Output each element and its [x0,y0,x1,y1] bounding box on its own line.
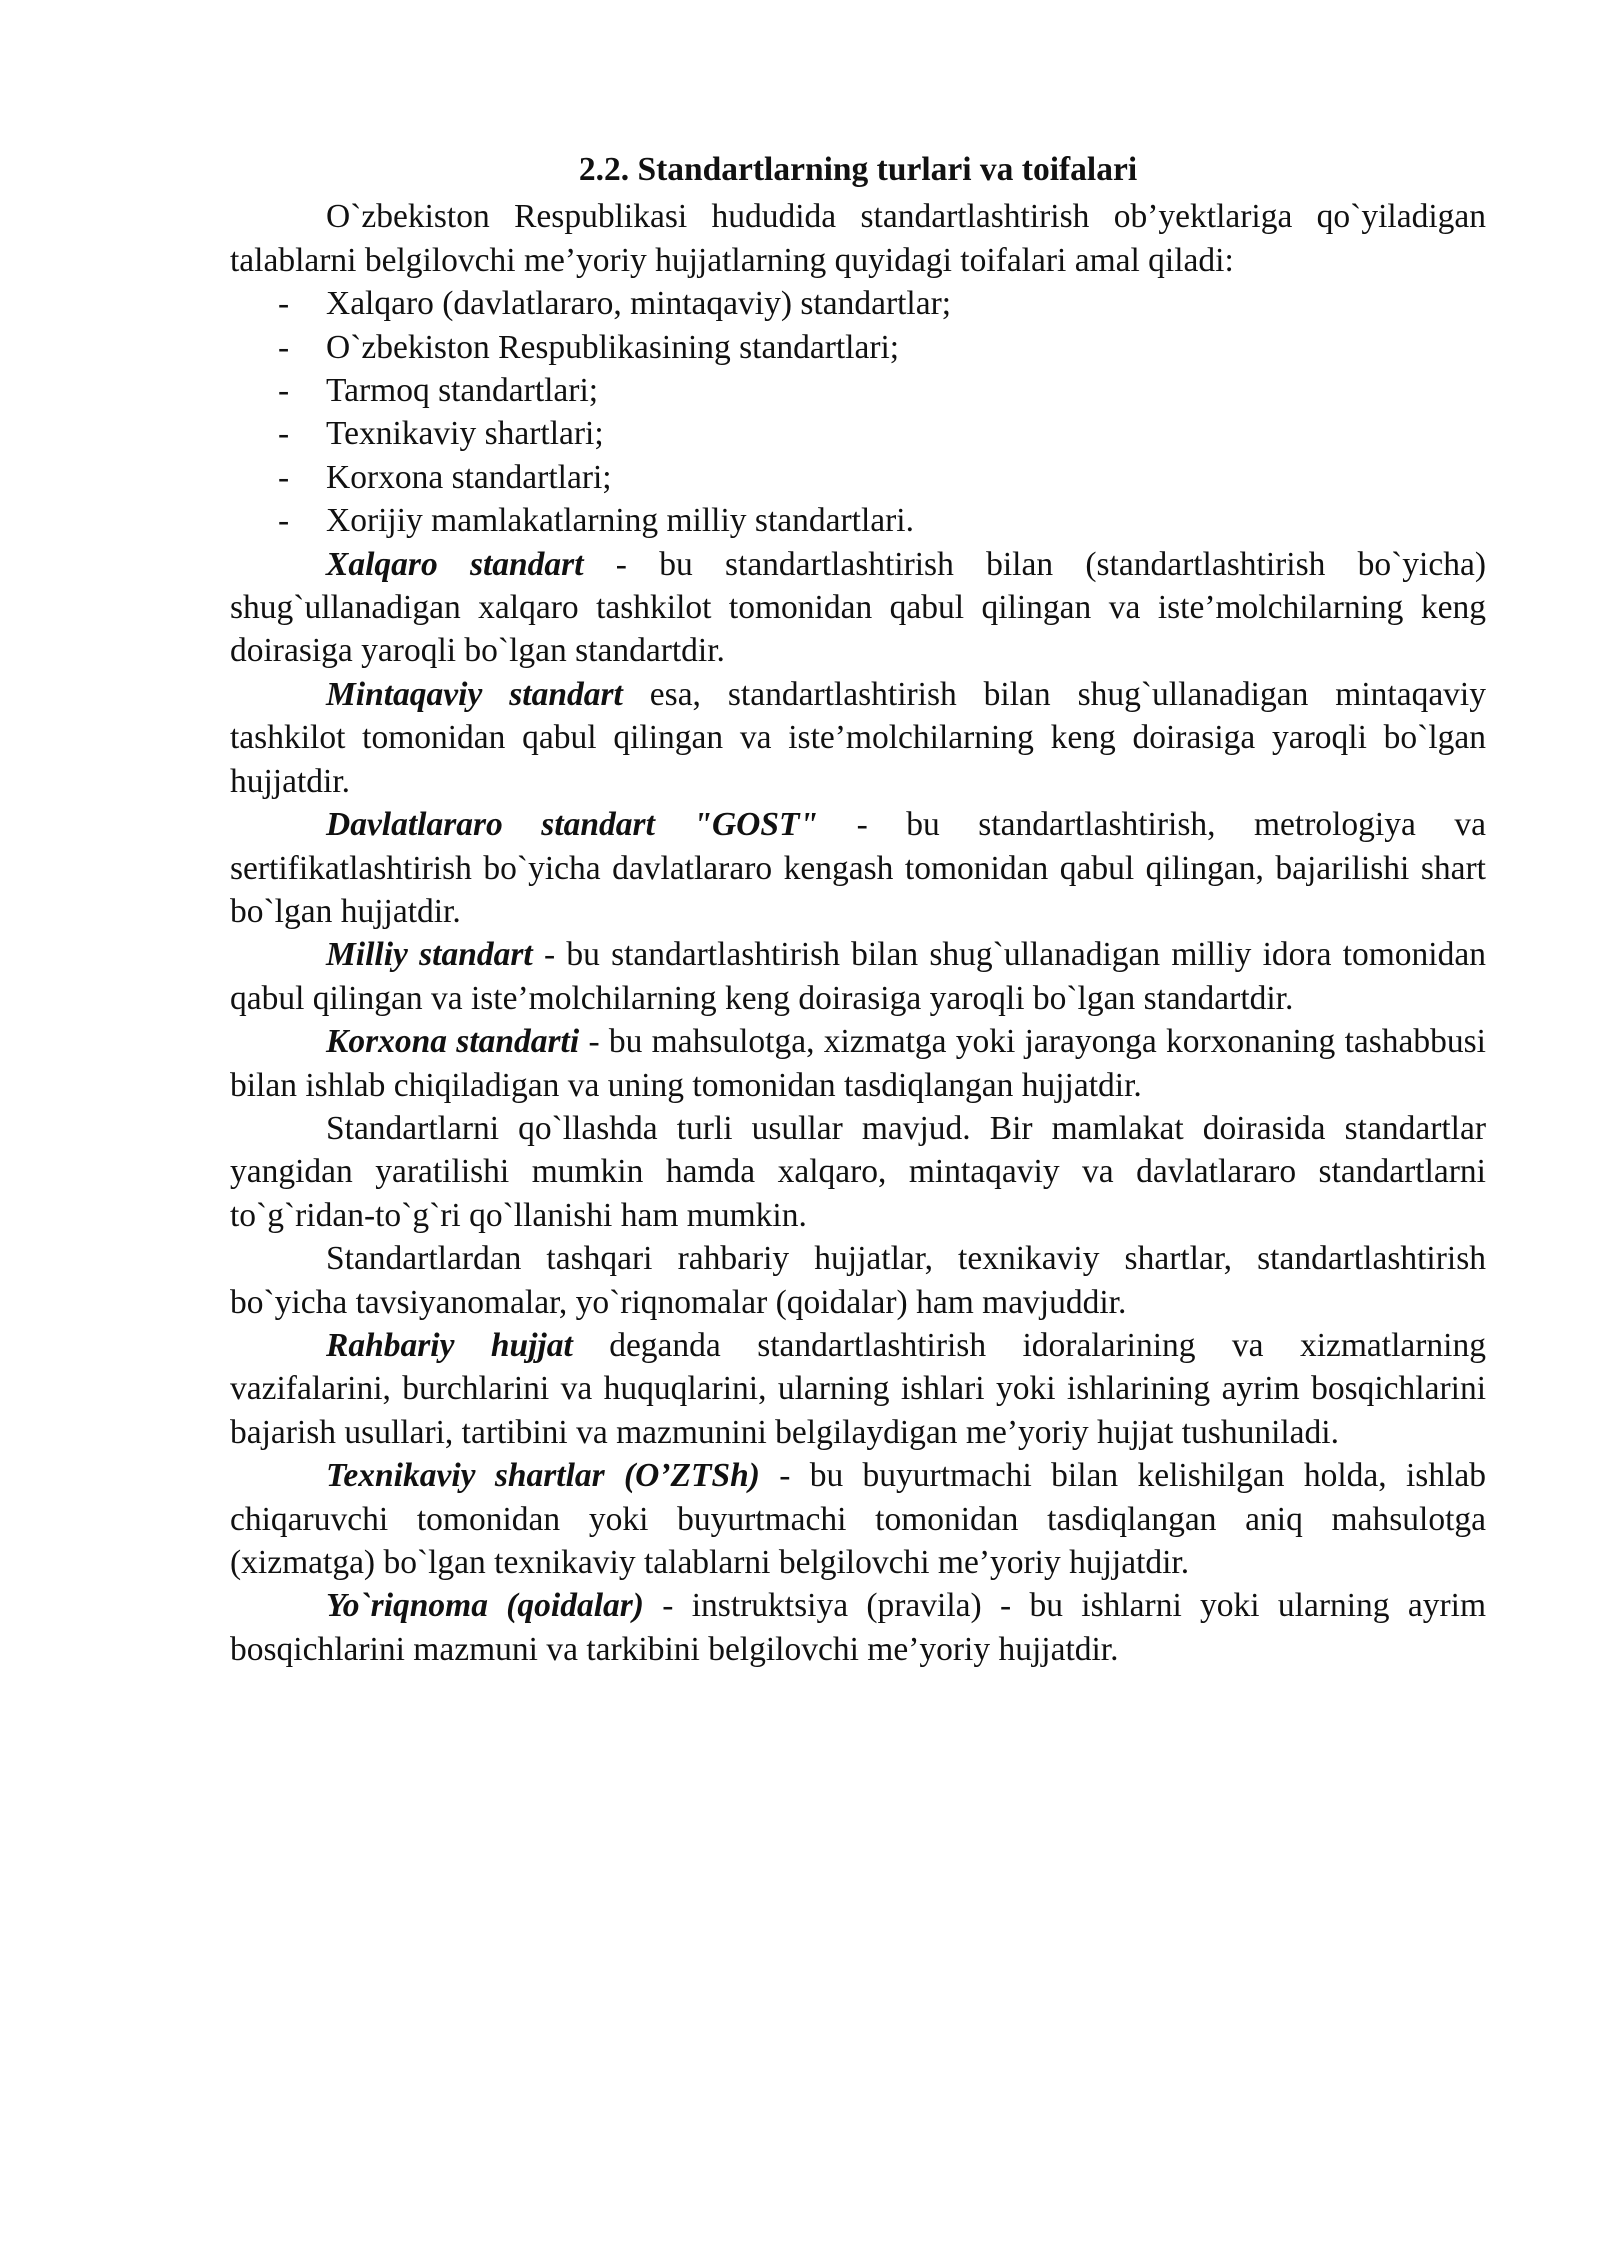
list-dash: - [278,415,290,453]
list-item [230,326,1486,369]
body-paragraph-usullar: Standartlarni qo`llashda turli usullar mavjud. Bir mamlakat doirasida standartlar yangidan yaratilishi mumkin hamda xalqaro, mintaqaviy va davlatlararo standartlarni to`g`ridan-to`g`ri qo`llanishi ham mumkin. [230,1109,1486,1234]
definition-text: deganda standartlashtirish idoralarining va xizmatlarning vazifalarini, burchlarini va huquqlarini, ularning ishlari yoki ishlarining ayrim bosqichlarini bajarish usullari, tartibini va mazmunini belgilaydigan me’yoriy hujjat tushuniladi. [230,1326,1486,1451]
list-dash: - [278,458,290,496]
definition-text: - bu standartlashtirish, metrologiya va sertifikatlashtirish bo`yicha davlatlararo kengash tomonidan qabul qilingan, bajarilishi shart bo`lgan hujjatdir. [230,806,1486,930]
definition-term: Rahbariy hujjat [326,1326,573,1364]
list-item [230,369,1486,412]
definition-paragraph-yoriqnoma [230,1584,1486,1671]
intro-paragraph: O`zbekiston Respublikasi hududida standartlashtirish ob’yektlariga qo`yiladigan talablarni belgilovchi me’yoriy hujjatlarning quyidagi toifalari amal qiladi: [230,198,1486,279]
definition-paragraph-milliy [230,933,1486,1020]
section-heading: 2.2. Standartlarning turlari va toifalari [578,151,1138,188]
definition-term: Mintaqaviy standart [326,675,623,713]
list-item-text: Texnikaviy shartlari; [326,415,604,453]
list-dash: - [278,328,290,366]
definition-term: Xalqaro standart [326,545,584,583]
list-item-text: Korxona standartlari; [326,458,612,496]
definition-paragraph-rahbariy [230,1324,1486,1454]
list-item [230,499,1486,542]
list-dash: - [278,285,290,323]
list-item [230,282,1486,325]
definition-paragraph-mintaqaviy [230,673,1486,803]
list-item [230,456,1486,499]
body-paragraph-hujjatlar: Standartlardan tashqari rahbariy hujjatlar, texnikaviy shartlar, standartlashtirish bo`yicha tavsiyanomalar, yo`riqnomalar (qoidalar) ham mavjuddir. [230,1240,1486,1321]
definition-text: - bu standartlashtirish bilan shug`ullanadigan milliy idora tomonidan qabul qilingan va iste’molchilarning keng doirasiga yaroqli bo`lgan standartdir. [230,936,1486,1017]
list-item-text: Xalqaro (davlatlararo, mintaqaviy) standartlar; [326,285,952,323]
definition-paragraph-texnikaviy [230,1454,1486,1584]
definition-text: - instruktsiya (pravila) - bu ishlarni yoki ularning ayrim bosqichlarini mazmuni va tarkibini belgilovchi me’yoriy hujjatdir. [230,1587,1487,1668]
definition-term: Korxona standarti [326,1023,580,1061]
category-list [230,282,1486,542]
definition-term: Milliy standart [326,936,533,974]
definition-text: - bu standartlashtirish bilan (standartlashtirish bo`yicha) shug`ullanadigan xalqaro tashkilot tomonidan qabul qilingan va iste’molchilarning keng doirasiga yaroqli bo`lgan standartdir. [230,545,1486,670]
list-item [230,412,1486,455]
definition-paragraph-korxona [230,1020,1486,1107]
definition-text: - bu buyurtmachi bilan kelishilgan holda, ishlab chiqaruvchi tomonidan yoki buyurtmachi tomonidan tasdiqlangan aniq mahsulotga (xizmatga) bo`lgan texnikaviy talablarni belgilovchi me’yoriy hujjatdir. [230,1457,1487,1581]
list-item-text: Tarmoq standartlari; [326,372,599,410]
list-item-text: O`zbekiston Respublikasining standartlari; [326,328,900,366]
definition-text: esa, standartlashtirish bilan shug`ullanadigan mintaqaviy tashkilot tomonidan qabul qilingan va iste’molchilarning keng doirasiga yaroqli bo`lgan hujjatdir. [230,675,1486,800]
list-dash: - [278,372,290,410]
definition-term: Texnikaviy shartlar (O’ZTSh) [326,1457,760,1495]
list-item-text: Xorijiy mamlakatlarning milliy standartlari. [326,502,914,540]
definition-term: Yo`riqnoma (qoidalar) [326,1587,644,1625]
document-page [230,148,1486,1671]
definition-paragraph-xalqaro [230,543,1486,673]
definition-paragraph-davlatlararo [230,803,1486,933]
definition-text: - bu mahsulotga, xizmatga yoki jarayonga korxonaning tashabbusi bilan ishlab chiqiladigan va uning tomonidan tasdiqlangan hujjatdir. [230,1023,1486,1104]
definition-term: Davlatlararo standart "GOST" [326,806,819,844]
list-dash: - [278,502,290,540]
